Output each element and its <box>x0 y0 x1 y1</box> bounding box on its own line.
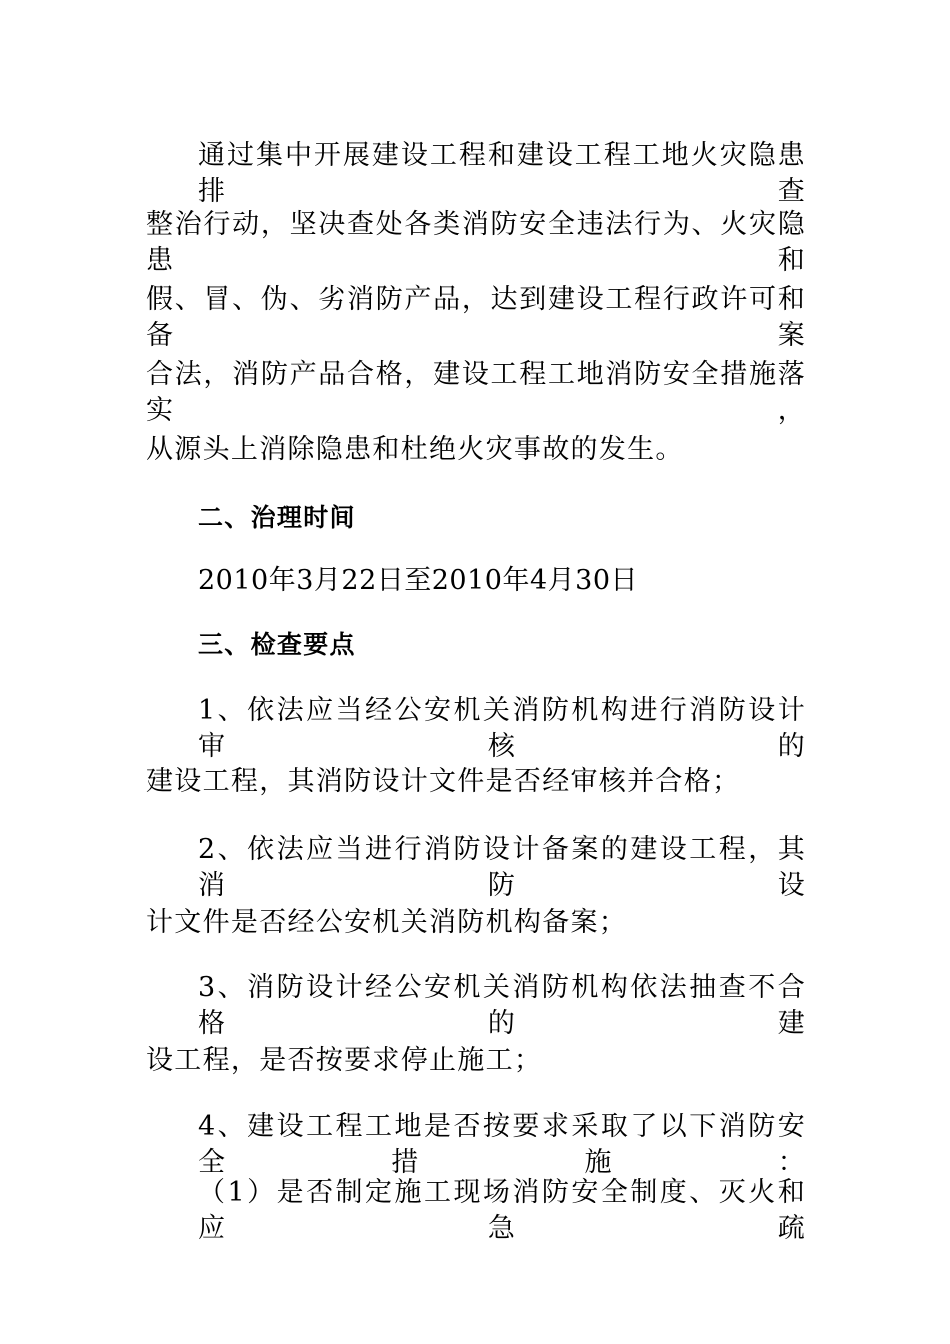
item-1-line-2: 建设工程，其消防设计文件是否经审核并合格； <box>146 766 741 797</box>
item-4-sub-1-line: （1）是否制定施工现场消防安全制度、灭火和应急疏 <box>198 1177 806 1244</box>
goal-line-1: 通过集中开展建设工程和建设工程工地火灾隐患排查 <box>198 140 806 207</box>
section-heading-checkpoints: 三、检查要点 <box>198 630 356 659</box>
goal-line-5: 从源头上消除隐患和杜绝火灾事故的发生。 <box>146 434 684 465</box>
goal-line-3: 假、冒、伪、劣消防产品，达到建设工程行政许可和备案 <box>146 284 806 351</box>
goal-line-4: 合法，消防产品合格，建设工程工地消防安全措施落实， <box>146 359 806 426</box>
item-2-line-2: 计文件是否经公安机关消防机构备案； <box>146 907 628 938</box>
item-1-line-1: 1、依法应当经公安机关消防机构进行消防设计审核的 <box>198 695 806 762</box>
item-3-line-2: 设工程，是否按要求停止施工； <box>146 1045 543 1076</box>
item-4-line: 4、建设工程工地是否按要求采取了以下消防安全措施： <box>198 1111 806 1178</box>
governance-period-text: 2010年3月22日至2010年4月30日 <box>198 565 638 596</box>
section-heading-time: 二、治理时间 <box>198 503 356 532</box>
item-3-line-1: 3、消防设计经公安机关消防机构依法抽查不合格的建 <box>198 972 806 1039</box>
goal-line-2: 整治行动，坚决查处各类消防安全违法行为、火灾隐患和 <box>146 209 806 276</box>
item-2-line-1: 2、依法应当进行消防设计备案的建设工程，其消防设 <box>198 834 806 901</box>
